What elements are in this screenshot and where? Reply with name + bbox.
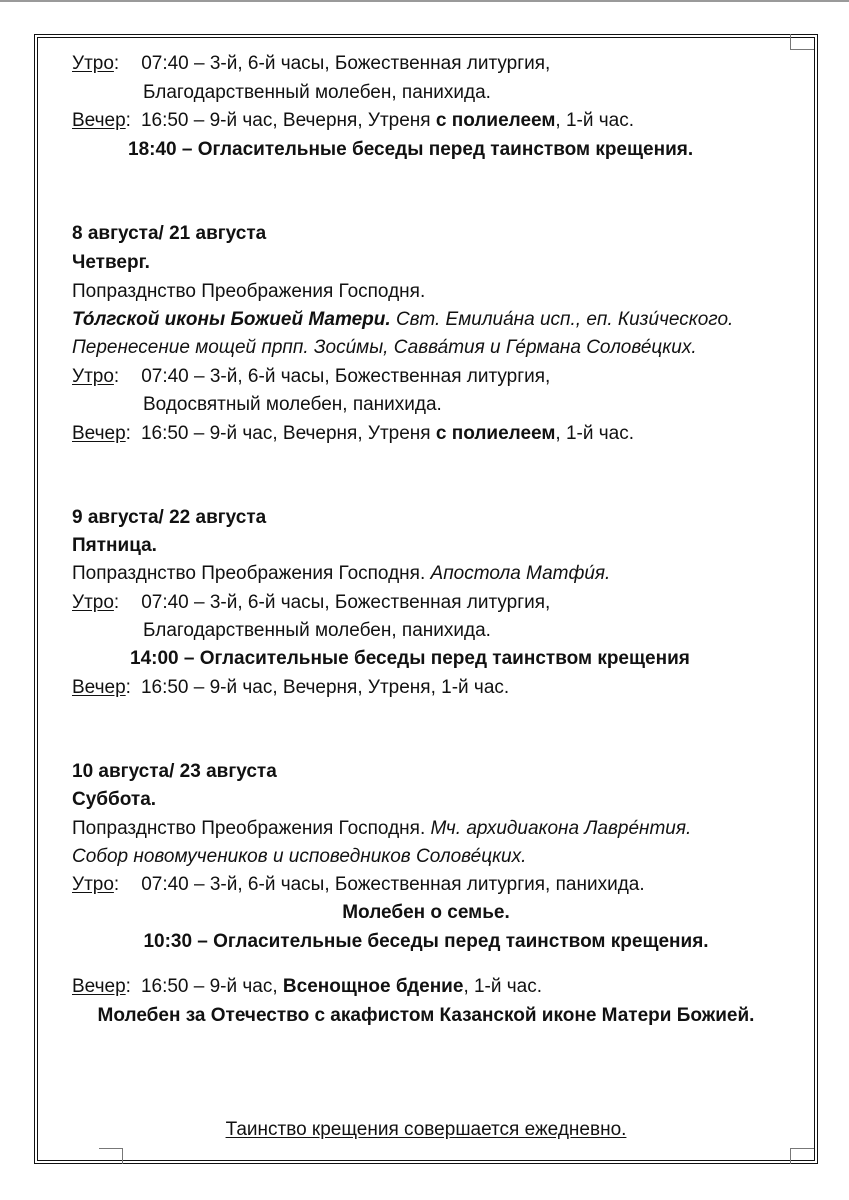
day3-weekday: Суббота. <box>72 789 157 810</box>
day2-evening: Вечер: 16:50 – 9-й час, Вечерня, Утреня, 1-й час. <box>72 677 510 698</box>
block1-morning-cont: Благодарственный молебен, панихида. <box>143 82 491 103</box>
day1-saints-line2: Перенесение мощей прпп. Зоси́мы, Савва́тия и Ге́рмана Солове́цких. <box>72 337 697 358</box>
corner-mark-bottom-left <box>99 1148 123 1164</box>
day3-feast: Попразднство Преображения Господня. Мч. архидиакона Лавре́нтия. <box>72 818 692 839</box>
day3-date: 10 августа/ 23 августа <box>72 761 277 782</box>
day1-saints: То́лгской иконы Божией Матери. Свт. Емилиа́на исп., еп. Кизи́ческого. <box>72 309 734 330</box>
day3-saints-line2: Собор новомучеников и исповедников Солове́цких. <box>72 846 527 867</box>
day1-date: 8 августа/ 21 августа <box>72 223 267 244</box>
day3-evening: Вечер: 16:50 – 9-й час, Всенощное бдение, 1-й час. <box>72 976 543 997</box>
day2-morning: Утро: 07:40 – 3-й, 6-й часы, Божественная литургия, <box>72 592 551 613</box>
day2-morning-cont: Благодарственный молебен, панихида. <box>143 620 491 641</box>
day3-moleben: Молебен о семье. <box>342 902 510 923</box>
day1-morning-cont: Водосвятный молебен, панихида. <box>143 394 442 415</box>
corner-mark-bottom-right <box>790 1148 814 1164</box>
block1-catechesis: 18:40 – Огласительные беседы перед таинством крещения. <box>128 139 694 160</box>
morning-label: Утро <box>72 53 114 74</box>
footer-note: Таинство крещения совершается ежедневно. <box>225 1119 627 1140</box>
day3-fatherland-moleben: Молебен за Отечество с акафистом Казанской иконе Матери Божией. <box>97 1005 755 1026</box>
block1-evening: Вечер: 16:50 – 9-й час, Вечерня, Утреня с полиелеем, 1-й час. <box>72 110 634 131</box>
day2-catechesis: 14:00 – Огласительные беседы перед таинством крещения <box>130 648 690 669</box>
day1-weekday: Четверг. <box>72 252 150 273</box>
day1-evening: Вечер: 16:50 – 9-й час, Вечерня, Утреня с полиелеем, 1-й час. <box>72 423 634 444</box>
evening-label: Вечер <box>72 110 126 131</box>
day2-weekday: Пятница. <box>72 535 157 556</box>
corner-mark-top-right <box>790 34 814 50</box>
day3-morning: Утро: 07:40 – 3-й, 6-й часы, Божественная литургия, панихида. <box>72 874 645 895</box>
day1-feast: Попразднство Преображения Господня. <box>72 281 426 302</box>
day2-feast: Попразднство Преображения Господня. Апостола Матфи́я. <box>72 563 611 584</box>
day3-catechesis: 10:30 – Огласительные беседы перед таинством крещения. <box>143 931 709 952</box>
block1-morning: Утро: 07:40 – 3-й, 6-й часы, Божественная литургия, <box>72 53 551 74</box>
day1-morning: Утро: 07:40 – 3-й, 6-й часы, Божественная литургия, <box>72 366 551 387</box>
day2-date: 9 августа/ 22 августа <box>72 507 267 528</box>
top-divider <box>0 0 849 2</box>
morning-schedule: 07:40 – 3-й, 6-й часы, Божественная литургия, <box>141 53 551 74</box>
